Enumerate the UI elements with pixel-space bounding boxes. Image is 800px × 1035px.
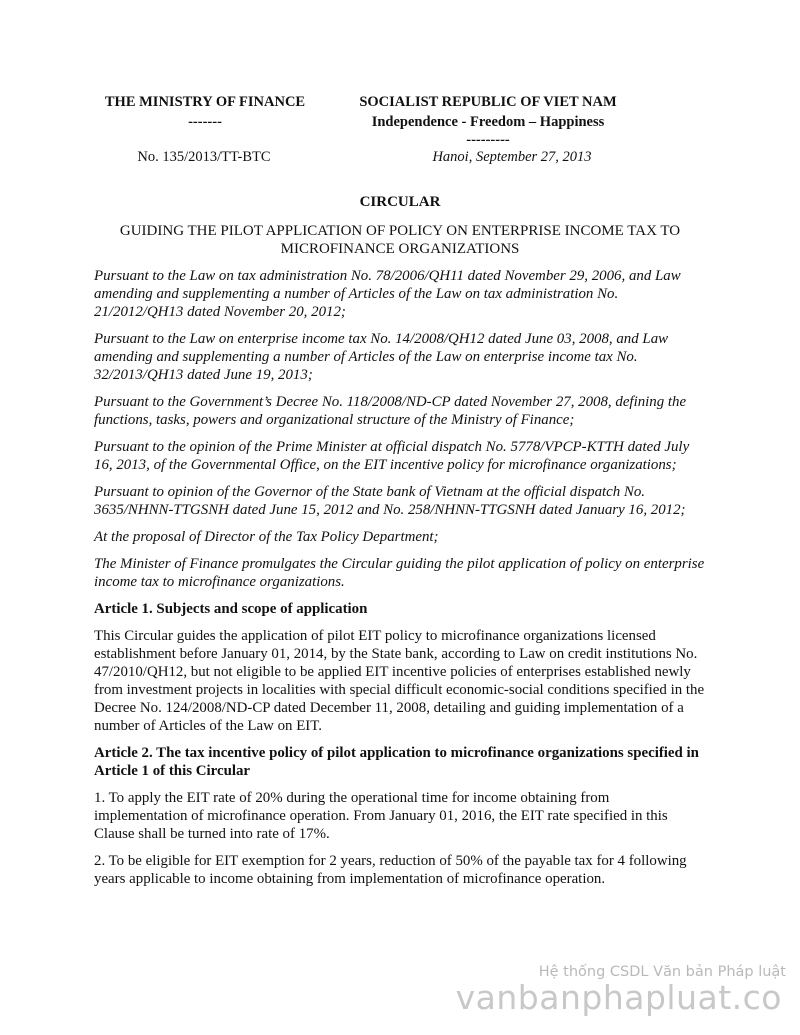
document-number: No. 135/2013/TT-BTC (137, 149, 271, 165)
national-motto: Independence - Freedom – Happiness (371, 114, 605, 130)
preamble-paragraph: Pursuant to the Government’s Decree No. 118/2008/ND-CP dated November 27, 2008, defining the functions, tasks, powers and organizational structure of the Ministry of Finance; (94, 394, 687, 428)
document-subtitle: GUIDING THE PILOT APPLICATION OF POLICY ON ENTERPRISE INCOME TAX TO MICROFINANCE ORGANIZATIONS (119, 223, 681, 257)
watermark-site: vanbanphapluat.co (455, 978, 782, 1017)
preamble-paragraph: The Minister of Finance promulgates the Circular guiding the pilot application of policy on enterprise income tax to microfinance organizations. (94, 556, 705, 590)
preamble-paragraph: At the proposal of Director of the Tax Policy Department; (94, 529, 439, 545)
issuing-authority: THE MINISTRY OF FINANCE (104, 94, 306, 110)
article-2-heading: Article 2. The tax incentive policy of pilot application to microfinance organizations specified in Article 1 of this Circular (94, 745, 699, 779)
preamble-paragraph: Pursuant to opinion of the Governor of the State bank of Vietnam at the official dispatch No. 3635/NHNN-TTGSNH dated June 15, 2012 and No. 258/NHNN-TTGSNH dated January 16, 2012; (94, 484, 686, 518)
country-name: SOCIALIST REPUBLIC OF VIET NAM (359, 94, 617, 110)
document-page (94, 92, 706, 888)
preamble-paragraph: Pursuant to the opinion of the Prime Minister at official dispatch No. 5778/VPCP-KTTH dated July 16, 2013, of the Governmental Office, on the EIT incentive policy for microfinance organizations; (94, 439, 690, 473)
article-1-heading: Article 1. Subjects and scope of application (94, 601, 368, 617)
article-1-body: This Circular guides the application of pilot EIT policy to microfinance organizations licensed establishment before January 01, 2014, by the State bank, according to Law on credit institutions No. 47/2010/QH12, but not eligible to be applied EIT incentive policies of enterprises established newly from investment projects in localities with special difficult economic-social conditions specified in the Decree No. 124/2008/ND-CP dated December 11, 2008, detailing and guiding implementation of a number of Articles of the Law on EIT. (94, 628, 705, 734)
preamble-paragraph: Pursuant to the Law on tax administration No. 78/2006/QH11 dated November 29, 2006, and Law amending and supplementing a number of Articles of the Law on tax administration No. 21/2012/QH13 dated November 20, 2012; (94, 268, 681, 320)
preamble-paragraph: Pursuant to the Law on enterprise income tax No. 14/2008/QH12 dated June 03, 2008, and Law amending and supplementing a number of Articles of the Law on enterprise income tax No. 32/2013/QH13 dated June 19, 2013; (94, 331, 669, 383)
document-type: CIRCULAR (359, 194, 441, 210)
article-2-clause-1: 1. To apply the EIT rate of 20% during the operational time for income obtaining from implementation of microfinance operation. From January 01, 2016, the EIT rate specified in this Clause shall be turned into rate of 17%. (94, 790, 668, 842)
article-2-clause-2: 2. To be eligible for EIT exemption for 2 years, reduction of 50% of the payable tax for 4 following years applicable to income obtaining from implementation of microfinance operation. (94, 853, 687, 887)
watermark-caption: Hệ thống CSDL Văn bản Pháp luật (538, 964, 786, 980)
place-and-date: Hanoi, September 27, 2013 (432, 149, 592, 165)
motto-divider: --------- (466, 132, 510, 148)
document-header (94, 92, 706, 170)
authority-divider: ------- (188, 114, 222, 130)
